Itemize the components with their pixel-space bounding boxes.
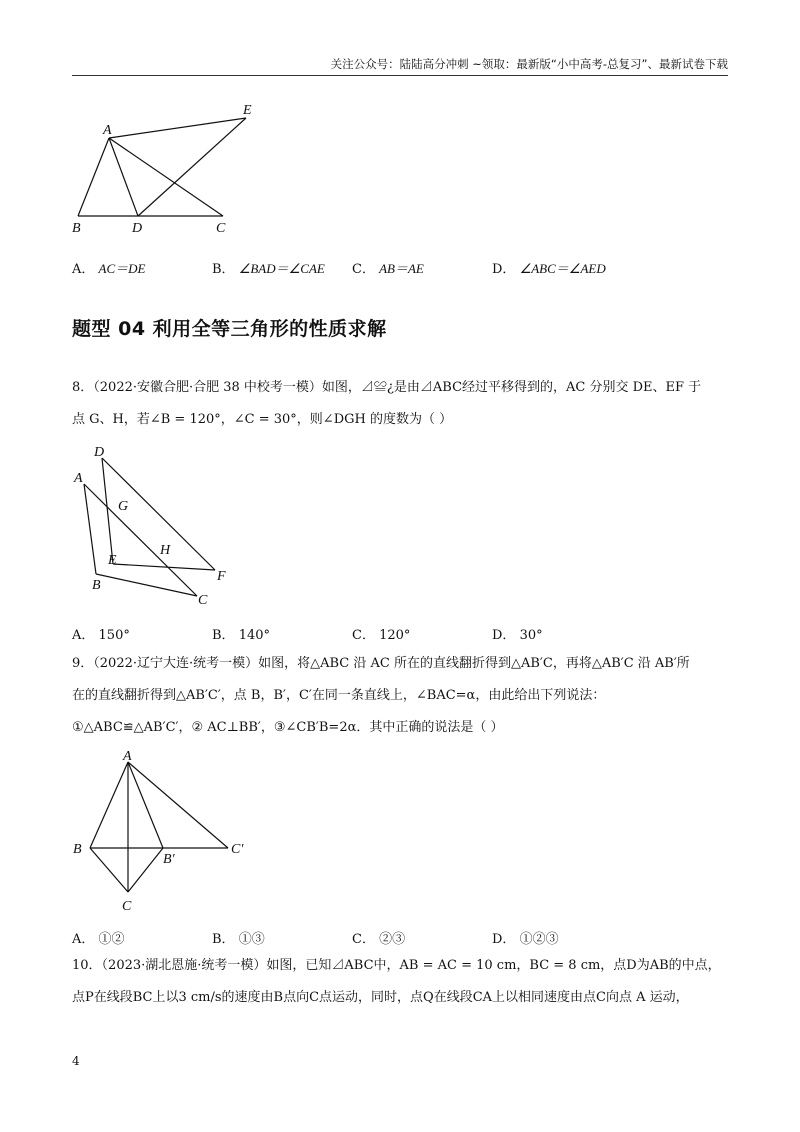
figure-folded-triangles [70,750,260,915]
fig2-label-g: G [118,499,129,514]
q7-option-c: C． AB＝AE [352,261,424,277]
question-10 [72,950,732,1014]
fig3-label-b: B [73,842,82,857]
fig2-label-h: H [160,543,171,558]
fig3-label-b-prime: B′ [163,852,175,867]
q8-option-c: C． 120° [352,628,411,643]
section-title: 题型 04 利用全等三角形的性质求解 [72,318,387,340]
q9-option-a: A． ①② [72,932,125,947]
q8-option-b: B． 140° [212,628,271,643]
q9-option-d: D． ①②③ [492,932,559,947]
q9-option-c: C． ②③ [352,932,406,947]
fig1-label-a: A [103,123,112,138]
fig2-label-e: E [108,553,117,568]
header-rule [72,75,728,76]
q9-options [72,928,732,948]
q7-option-b: B． ∠BAD＝∠CAE [212,261,325,277]
fig1-label-e: E [243,103,252,118]
q10-line-1: 10．（2023·湖北恩施·统考一模）如图，已知⊿ABC中，AB = AC = 10 cm，BC = 8 cm，点D为AB的中点， [72,958,721,973]
figure-translated-triangles [70,446,240,606]
q9-line-2: 在的直线翻折得到△AB′C′，点 B，B′，C′在同一条直线上，∠BAC=α，由此给出下列说法： [72,688,606,703]
q7-option-a: A． AC＝DE [72,261,146,277]
q7-option-d: D． ∠ABC＝∠AED [492,261,606,277]
question-9 [72,648,732,744]
fig1-label-b: B [72,221,81,236]
q8-option-a: A． 150° [72,628,130,643]
question-8 [72,372,732,436]
fig2-label-d: D [94,445,105,460]
header-text: 关注公众号：陆陆高分冲刺 ~领取：最新版“小中高考-总复习”、最新试卷下载 [330,57,728,71]
q10-line-2: 点P在线段BC上以3 cm/s的速度由B点向C点运动，同时，点Q在线段CA上以相同速度由点C向点 A 运动， [72,990,689,1005]
fig1-label-c: C [216,221,226,236]
q9-line-3: ①△ABC≌△AB′C′，② AC⊥BB′，③∠CB′B=2α．其中正确的说法是（ ） [72,720,504,735]
fig2-label-f: F [217,569,226,584]
q9-line-1: 9．（2022·辽宁大连·统考一模）如图，将△ABC 沿 AC 所在的直线翻折得到△AB′C，再将△AB′C 沿 AB′所 [72,656,690,671]
fig2-label-b: B [92,578,101,593]
fig2-label-c: C [198,593,208,608]
fig3-label-c: C [122,899,132,914]
fig3-label-c-prime: C′ [231,842,244,857]
q7-options [72,258,732,278]
q8-options [72,624,732,644]
fig1-label-d: D [132,221,143,236]
fig2-label-a: A [74,471,83,486]
q8-line-2: 点 G、H，若∠B = 120°，∠C = 30°，则∠DGH 的度数为（ ） [72,412,453,427]
page-number: 4 [72,1054,80,1068]
q8-line-1: 8．（2022·安徽合肥·合肥 38 中校考一模）如图，⊿≌¿是由⊿ABC经过平移得到的，AC 分别交 DE、EF 于 [72,380,702,395]
figure-triangles-abcde [66,100,266,240]
fig3-label-a: A [123,749,132,764]
page-header [72,56,728,76]
q9-option-b: B． ①③ [212,932,265,947]
q8-option-d: D． 30° [492,628,543,643]
